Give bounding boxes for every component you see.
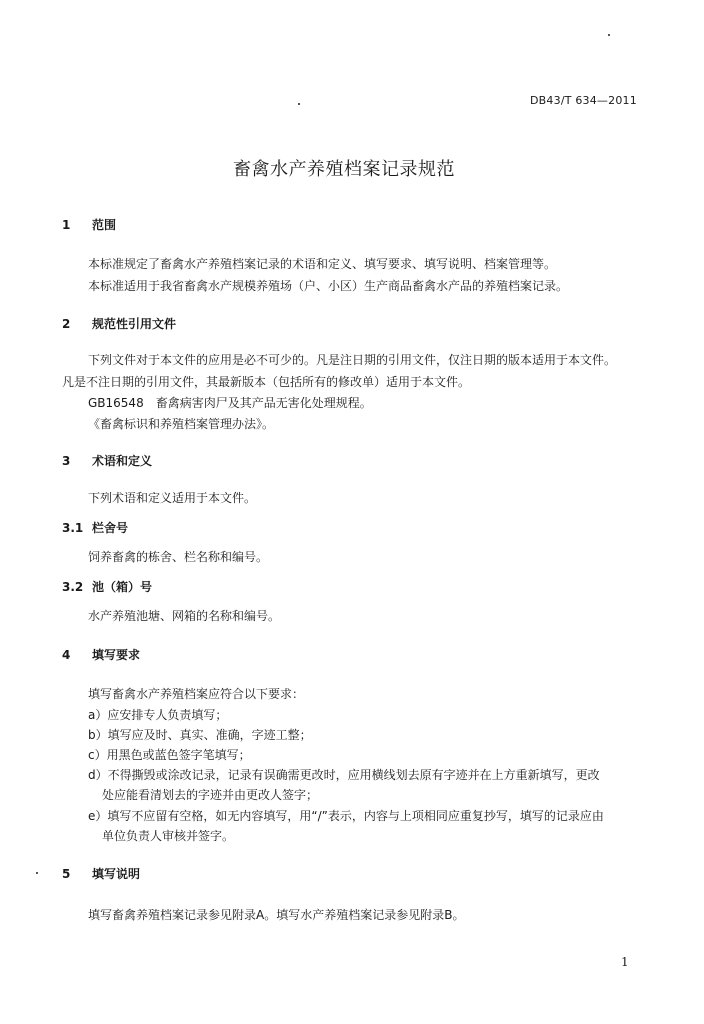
standard-code: DB43/T 634—2011 <box>530 94 637 107</box>
section-number: 4 <box>62 648 71 662</box>
reference-item: GB16548 畜禽病害肉尸及其产品无害化处理规程。 <box>88 396 372 410</box>
list-item: e）填写不应留有空格，如无内容填写，用“/”表示，内容与上项相同应重复抄写，填写的记录应由 <box>88 809 604 823</box>
section-number: 1 <box>62 218 71 232</box>
paragraph: 本标准规定了畜禽水产养殖档案记录的术语和定义、填写要求、填写说明、档案管理等。 <box>88 257 557 271</box>
list-item-continuation: 处应能看清划去的字迹并由更改人签字； <box>102 788 319 802</box>
list-item: a）应安排专人负责填写； <box>88 708 228 722</box>
paragraph: 填写畜禽水产养殖档案应符合以下要求： <box>88 687 305 701</box>
list-item: c）用黑色或蓝色签字笔填写； <box>88 748 251 762</box>
paragraph: 本标准适用于我省畜禽水产规模养殖场（户、小区）生产商品畜禽水产品的养殖档案记录。 <box>88 279 569 293</box>
list-item: b）填写应及时、真实、准确，字迹工整； <box>88 728 312 742</box>
section-title: 术语和定义 <box>92 454 153 468</box>
scan-speck <box>36 872 38 874</box>
paragraph: 填写畜禽养殖档案记录参见附录A。填写水产养殖档案记录参见附录B。 <box>88 908 465 922</box>
section-title: 填写说明 <box>92 867 141 881</box>
scan-speck <box>298 103 300 105</box>
section-title: 规范性引用文件 <box>92 317 177 331</box>
section-number: 3 <box>62 454 71 468</box>
section-title: 池（箱）号 <box>92 580 153 594</box>
section-heading-3-1 <box>62 519 128 536</box>
section-number: 5 <box>62 867 71 881</box>
list-item: d）不得撕毁或涂改记录，记录有误确需更改时，应用横线划去原有字迹并在上方重新填写，更改 <box>88 768 600 782</box>
section-title: 范围 <box>92 218 117 232</box>
section-heading-2 <box>62 315 176 332</box>
section-heading-3 <box>62 452 152 469</box>
section-number: 3.2 <box>62 580 84 594</box>
section-heading-1 <box>62 216 116 233</box>
page-number: 1 <box>621 955 629 969</box>
paragraph: 水产养殖池塘、网箱的名称和编号。 <box>88 609 281 623</box>
paragraph: 凡是不注日期的引用文件，其最新版本（包括所有的修改单）适用于本文件。 <box>62 375 471 389</box>
section-heading-3-2 <box>62 578 152 595</box>
section-title: 填写要求 <box>92 648 141 662</box>
section-number: 3.1 <box>62 521 84 535</box>
paragraph: 下列术语和定义适用于本文件。 <box>88 491 257 505</box>
document-title: 畜禽水产养殖档案记录规范 <box>233 159 455 180</box>
scan-speck <box>608 34 610 36</box>
section-heading-4 <box>62 646 140 663</box>
section-heading-5 <box>62 865 140 882</box>
paragraph: 饲养畜禽的栋舍、栏名称和编号。 <box>88 550 269 564</box>
section-title: 栏舍号 <box>92 521 129 535</box>
list-item-continuation: 单位负责人审核并签字。 <box>102 829 235 843</box>
section-number: 2 <box>62 317 71 331</box>
paragraph: 下列文件对于本文件的应用是必不可少的。凡是注日期的引用文件，仅注日期的版本适用于本文件。 <box>88 353 617 367</box>
reference-item: 《畜禽标识和养殖档案管理办法》。 <box>88 417 275 431</box>
